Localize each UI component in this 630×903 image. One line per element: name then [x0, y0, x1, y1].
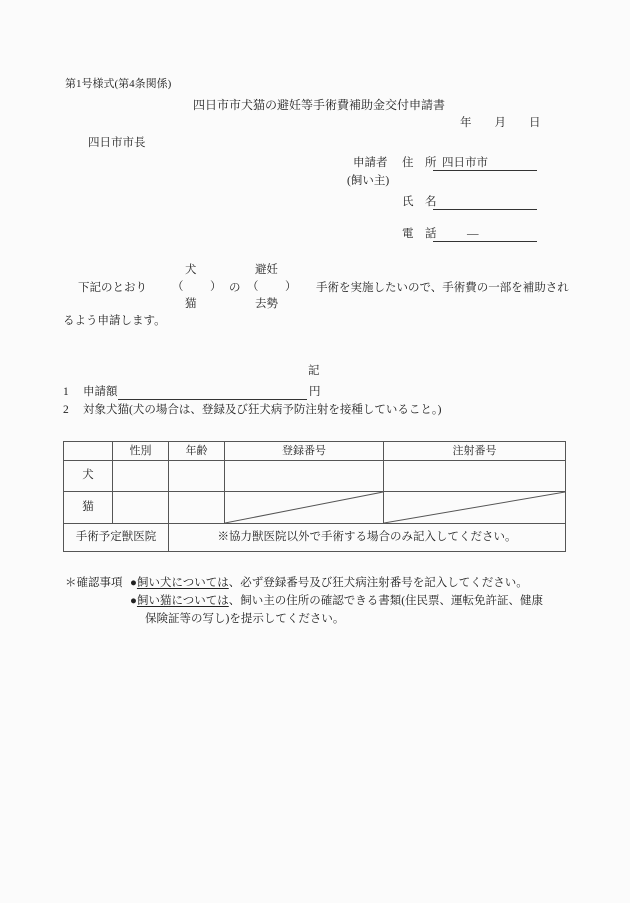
request-lead: 下記のとおり [78, 282, 147, 294]
confirmation-item-dog [130, 577, 528, 590]
confirmation-label: ＊確認事項 [65, 577, 123, 589]
dog-age-cell [169, 461, 225, 492]
form-number: 第1号様式(第4条関係) [65, 78, 172, 90]
col-header-age: 年齢 [169, 442, 225, 461]
cat-sex-cell [113, 492, 169, 524]
table-corner-cell [64, 442, 113, 461]
cat-age-cell [169, 492, 225, 524]
table-row-dog [64, 461, 566, 492]
option-neuter: 去勢 [255, 298, 278, 310]
table-row-vet [64, 524, 566, 552]
item1-unit: 円 [309, 386, 321, 398]
item2-label: 対象犬猫(犬の場合は、登録及び狂犬病予防注射を接種していること。) [83, 404, 442, 416]
col-header-injection: 注射番号 [384, 442, 566, 461]
phone-separator: — [467, 228, 479, 240]
item2-number: 2 [63, 404, 69, 416]
paren2-open: （ [247, 281, 259, 293]
cat-injection-na-cell [384, 492, 566, 524]
item1-number: 1 [63, 386, 69, 398]
amount-field [118, 386, 307, 400]
date-line: 年 月 日 [460, 117, 541, 129]
phone-field [433, 228, 537, 242]
address-value: 四日市市 [442, 157, 488, 169]
applicant-label: 申請者 [353, 157, 388, 169]
table-header-row [64, 442, 566, 461]
addressee: 四日市市長 [88, 137, 146, 149]
applicant-owner-label: (飼い主) [347, 175, 390, 187]
animal-table [63, 441, 566, 552]
phone-label: 電 話 [402, 228, 437, 240]
request-line2: るよう申請します。 [63, 315, 166, 327]
vet-row-label: 手術予定獣医院 [64, 524, 169, 552]
dog-sex-cell [113, 461, 169, 492]
confirmation-item2-underlined: 飼い猫については [136, 595, 229, 607]
row-header-cat: 猫 [64, 492, 113, 524]
paren1-close: ） [210, 281, 222, 293]
confirmation-item1-rest: 、必ず登録番号及び狂犬病注射番号を記入してください。 [228, 577, 528, 589]
dog-injection-cell [384, 461, 566, 492]
confirmation-item2-continuation: 保険証等の写し)を提示してください。 [145, 613, 345, 625]
row-header-dog: 犬 [64, 461, 113, 492]
bullet-icon: ● [130, 577, 137, 589]
diagonal-line-icon [384, 492, 565, 523]
dog-registration-cell [225, 461, 384, 492]
table-row-cat [64, 492, 566, 524]
record-marker: 記 [308, 365, 320, 377]
name-label: 氏 名 [402, 196, 437, 208]
option-cat: 猫 [185, 298, 197, 310]
col-header-registration: 登録番号 [225, 442, 384, 461]
form-title: 四日市市犬猫の避妊等手術費補助金交付申請書 [193, 98, 446, 112]
option-spay: 避妊 [255, 264, 278, 276]
confirmation-item-cat [130, 595, 543, 608]
bullet-icon: ● [130, 595, 137, 607]
col-header-sex: 性別 [113, 442, 169, 461]
cat-registration-na-cell [225, 492, 384, 524]
address-field [433, 157, 537, 171]
paren1-open: （ [172, 281, 184, 293]
confirmation-item2-rest: 、飼い主の住所の確認できる書類(住民票、運転免許証、健康 [228, 595, 544, 607]
vet-note: ※協力獣医院以外で手術する場合のみ記入してください。 [169, 524, 566, 552]
paren2-close: ） [285, 281, 297, 293]
option-dog: 犬 [185, 264, 197, 276]
item1-label: 申請額 [83, 386, 118, 398]
confirmation-item1-underlined: 飼い犬については [136, 577, 229, 589]
request-particle: の [229, 282, 241, 294]
name-field [433, 196, 537, 210]
address-label: 住 所 [402, 157, 437, 169]
diagonal-line-icon [225, 492, 383, 523]
request-tail: 手術を実施したいので、手術費の一部を補助され [316, 282, 569, 294]
